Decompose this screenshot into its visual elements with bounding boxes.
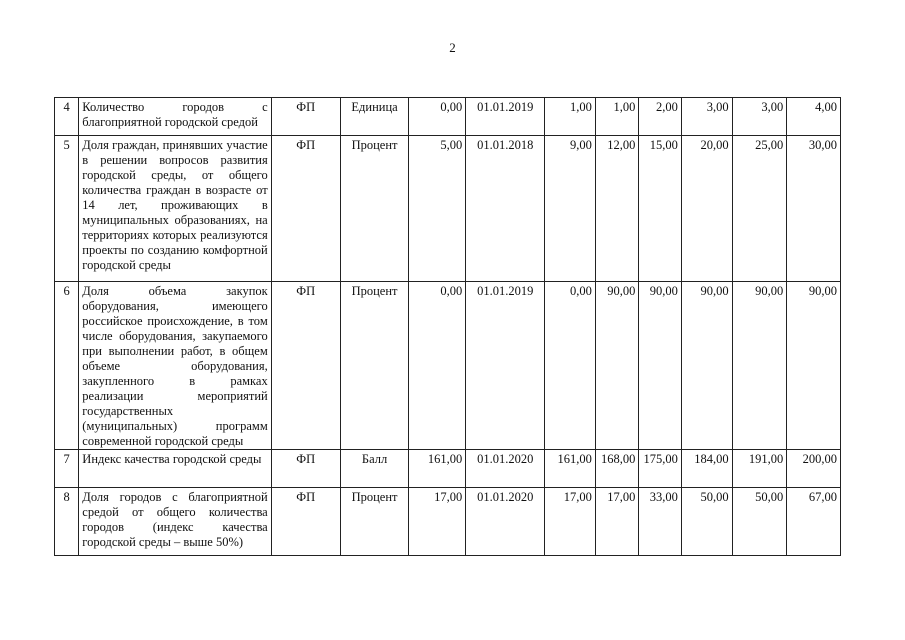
row-number: 7 [55, 450, 79, 488]
base-value-cell: 5,00 [409, 136, 466, 282]
base-value-cell: 161,00 [409, 450, 466, 488]
base-date-cell: 01.01.2020 [466, 488, 545, 556]
base-value-cell: 0,00 [409, 282, 466, 450]
year-value-2: 168,00 [595, 450, 639, 488]
year-value-2: 90,00 [595, 282, 639, 450]
year-value-4: 50,00 [681, 488, 732, 556]
table-row [55, 136, 841, 282]
table-row [55, 98, 841, 136]
indicator-name: Индекс качества городской среды [79, 450, 271, 488]
table-row [55, 488, 841, 556]
year-value-4: 20,00 [681, 136, 732, 282]
indicators-table [54, 97, 841, 556]
unit-cell: Процент [340, 136, 409, 282]
row-number: 6 [55, 282, 79, 450]
year-value-2: 1,00 [595, 98, 639, 136]
unit-cell: Балл [340, 450, 409, 488]
year-value-6: 30,00 [787, 136, 841, 282]
unit-cell: Единица [340, 98, 409, 136]
source-cell: ФП [271, 136, 340, 282]
year-value-4: 90,00 [681, 282, 732, 450]
table-row [55, 282, 841, 450]
unit-cell: Процент [340, 488, 409, 556]
year-value-4: 184,00 [681, 450, 732, 488]
year-value-1: 161,00 [545, 450, 596, 488]
year-value-5: 50,00 [732, 488, 787, 556]
indicator-name: Доля объема закупок оборудования, имеющего российское происхождение, в том числе оборудования, закупаемого при выполнении работ, в общем объеме оборудования, закупленного в рамках реализации мероприятий государственных (муниципальных) программ современной городской среды [79, 282, 271, 450]
base-date-cell: 01.01.2018 [466, 136, 545, 282]
year-value-1: 1,00 [545, 98, 596, 136]
year-value-3: 33,00 [639, 488, 682, 556]
year-value-6: 90,00 [787, 282, 841, 450]
year-value-5: 191,00 [732, 450, 787, 488]
year-value-5: 3,00 [732, 98, 787, 136]
source-cell: ФП [271, 98, 340, 136]
row-number: 5 [55, 136, 79, 282]
source-cell: ФП [271, 488, 340, 556]
base-date-cell: 01.01.2019 [466, 282, 545, 450]
table-row [55, 450, 841, 488]
source-cell: ФП [271, 450, 340, 488]
row-number: 8 [55, 488, 79, 556]
year-value-5: 90,00 [732, 282, 787, 450]
year-value-1: 9,00 [545, 136, 596, 282]
base-value-cell: 17,00 [409, 488, 466, 556]
year-value-3: 15,00 [639, 136, 682, 282]
base-date-cell: 01.01.2020 [466, 450, 545, 488]
indicator-name: Доля граждан, принявших участие в решении вопросов развития городской среды, от общего количества граждан в возрасте от 14 лет, проживающих в муниципальных образованиях, на территориях которых реализуются проекты по созданию комфортной городской среды [79, 136, 271, 282]
page-number: 2 [449, 40, 456, 55]
year-value-2: 17,00 [595, 488, 639, 556]
source-cell: ФП [271, 282, 340, 450]
year-value-5: 25,00 [732, 136, 787, 282]
year-value-1: 17,00 [545, 488, 596, 556]
year-value-6: 200,00 [787, 450, 841, 488]
year-value-6: 4,00 [787, 98, 841, 136]
year-value-3: 2,00 [639, 98, 682, 136]
indicator-name: Доля городов с благоприятной средой от общего количества городов (индекс качества городской среды – выше 50%) [79, 488, 271, 556]
year-value-1: 0,00 [545, 282, 596, 450]
year-value-3: 90,00 [639, 282, 682, 450]
year-value-2: 12,00 [595, 136, 639, 282]
base-value-cell: 0,00 [409, 98, 466, 136]
row-number: 4 [55, 98, 79, 136]
unit-cell: Процент [340, 282, 409, 450]
year-value-3: 175,00 [639, 450, 682, 488]
year-value-4: 3,00 [681, 98, 732, 136]
base-date-cell: 01.01.2019 [466, 98, 545, 136]
year-value-6: 67,00 [787, 488, 841, 556]
indicator-name: Количество городов с благоприятной городской средой [79, 98, 271, 136]
